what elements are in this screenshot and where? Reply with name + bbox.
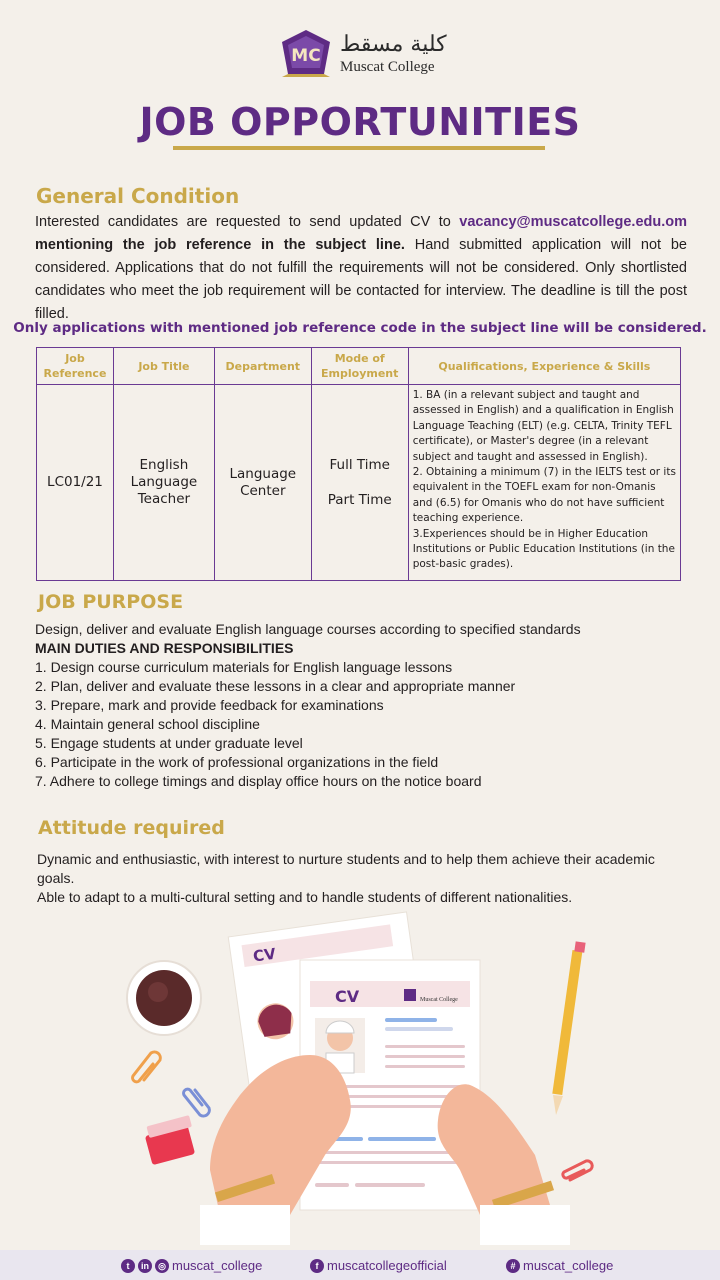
header-department: Department [214, 348, 311, 385]
footer-handle-hashtag[interactable] [506, 1258, 613, 1273]
general-condition-text [35, 211, 687, 326]
table-header-row [37, 348, 681, 385]
job-purpose-section [35, 620, 695, 791]
job-table [36, 347, 681, 581]
college-emblem-icon [280, 28, 332, 78]
linkedin-icon: in [138, 1259, 152, 1273]
pencil-icon [552, 941, 585, 1115]
cell-mode-of-employment [311, 385, 408, 581]
attitude-line-2: Able to adapt to a multi-cultural setting and to handle students of different nationalities. [37, 889, 573, 905]
instagram-icon: ◎ [155, 1259, 169, 1273]
list-item: 7. Adhere to college timings and display office hours on the notice board [35, 773, 482, 789]
facebook-icon: f [310, 1259, 324, 1273]
footer-handle-facebook[interactable] [310, 1258, 447, 1273]
cv-front-label: CV [335, 987, 360, 1006]
college-logo [280, 28, 450, 80]
gc-text-rest: Hand submitted application will not be considered. Applications that do not fulfill the requirements will not be considered. Only shortlisted candidates who meet the job requirement will be contacted for interview. The deadline is till the post filled. [35, 237, 687, 322]
cell-job-title [113, 385, 214, 581]
job-title-text: English Language Teacher [130, 457, 198, 507]
job-purpose-heading: JOB PURPOSE [38, 591, 184, 613]
header-mode-of-employment: Mode of Employment [311, 348, 408, 385]
list-item: 6. Participate in the work of professional organizations in the field [35, 754, 439, 770]
footer-handle-3: muscat_college [523, 1258, 614, 1273]
cell-qualifications [408, 385, 680, 581]
list-item: 1. Design course curriculum materials for English language lessons [35, 659, 453, 675]
list-item: 4. Maintain general school discipline [35, 716, 260, 732]
cell-department [214, 385, 311, 581]
attitude-section [37, 850, 677, 907]
cv-back-label: CV [251, 944, 277, 966]
logo-english-name: Muscat College [340, 59, 435, 75]
list-item: 3. Prepare, mark and provide feedback for examinations [35, 697, 384, 713]
qualification-3: 3.Experiences should be in Higher Education Institutions or Public Education Institutions (in the post-basic grades). [412, 527, 675, 571]
table-row [37, 385, 681, 581]
list-item: 5. Engage students at under graduate level [35, 735, 303, 751]
list-item: 2. Plan, deliver and evaluate these lessons in a clear and appropriate manner [35, 678, 516, 694]
page-title: JOB OPPORTUNITIES [139, 100, 581, 144]
duties-heading: MAIN DUTIES AND RESPONSIBILITIES [35, 640, 294, 656]
hashtag-icon: # [506, 1259, 520, 1273]
gc-text-bold: mentioning the job reference in the subject line. [35, 237, 405, 253]
footer-handle-2: muscatcollegeofficial [327, 1258, 447, 1273]
twitter-icon: t [121, 1259, 135, 1273]
application-notice: Only applications with mentioned job reference code in the subject line will be considered. [13, 320, 707, 336]
header-job-reference: Job Reference [37, 348, 114, 385]
qualification-1: 1. BA (in a relevant subject and taught and assessed in English) and a qualification in English Language Teaching (ELT) (e.g. CELTA, Trinity TEFL certificate), or Master's degree (in a relevant subject and taught and assessed in English). [412, 389, 674, 463]
footer-handle-twitter-linkedin-instagram[interactable] [121, 1258, 262, 1273]
gc-text-intro: Interested candidates are requested to send updated CV to [35, 214, 460, 230]
logo-mark-text: MC [291, 46, 321, 66]
attitude-heading: Attitude required [38, 817, 225, 839]
cv-logo-text: Muscat College [420, 997, 458, 1003]
vacancy-email-link[interactable]: vacancy@muscatcollege.edu.om [459, 214, 687, 230]
logo-arabic-name: كلية مسقط [340, 32, 447, 57]
cell-job-reference: LC01/21 [37, 385, 114, 581]
qualification-2: 2. Obtaining a minimum (7) in the IELTS test or its equivalent in the TOEFL exam for non-Omanis and (6.5) for Omanis who do not have sufficient teaching experience. [412, 466, 676, 525]
attitude-line-1: Dynamic and enthusiastic, with interest to nurture students and to help them achieve their academic goals. [37, 851, 655, 886]
sticky-note-icon [145, 1115, 195, 1165]
title-underline [173, 146, 545, 150]
header-job-title: Job Title [113, 348, 214, 385]
footer-handle-1: muscat_college [172, 1258, 263, 1273]
department-text: Language Center [229, 465, 297, 499]
cv-illustration [100, 905, 620, 1245]
mode-full-time: Full Time [329, 456, 390, 473]
header-qualifications: Qualifications, Experience & Skills [408, 348, 680, 385]
job-purpose-text: Design, deliver and evaluate English language courses according to specified standards [35, 621, 581, 637]
general-condition-heading: General Condition [36, 184, 240, 208]
social-footer [0, 1250, 720, 1280]
coffee-cup-icon [127, 961, 201, 1035]
mode-part-time: Part Time [327, 491, 392, 508]
